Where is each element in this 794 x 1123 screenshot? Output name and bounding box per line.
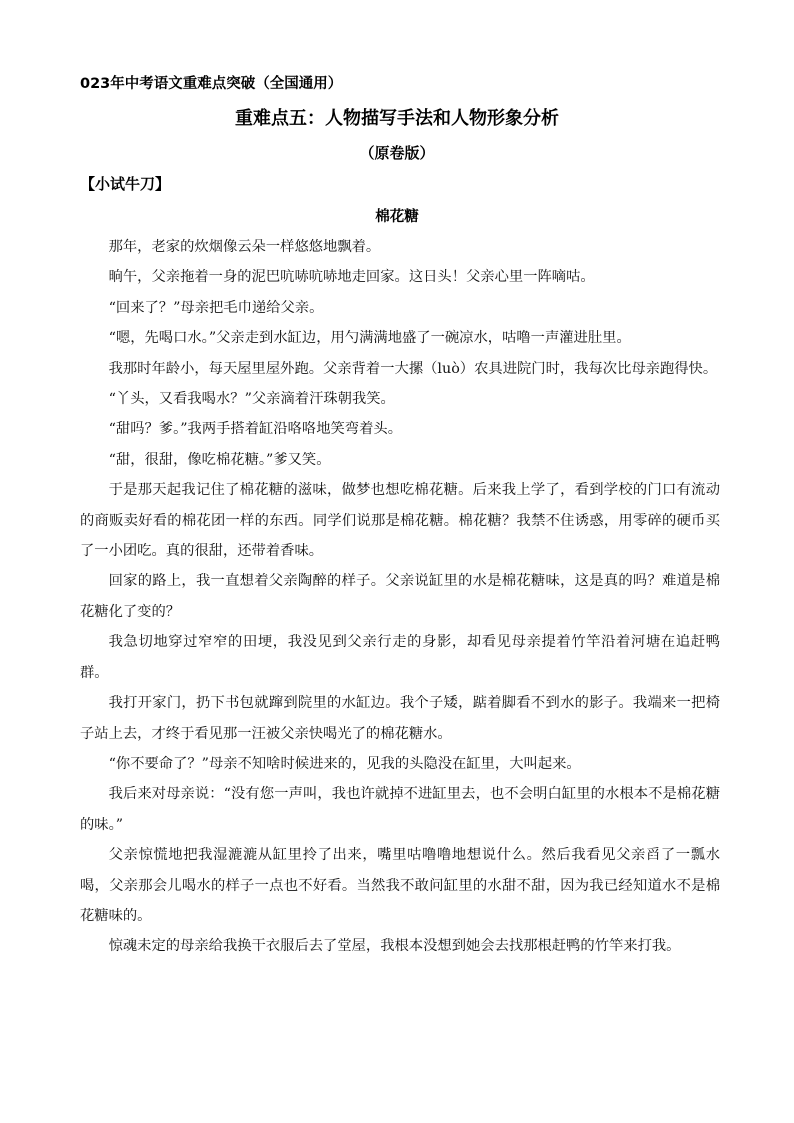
series-heading: 023年中考语文重难点突破（全国通用） — [80, 76, 343, 92]
paragraph: “甜，很甜，像吃棉花糖。”爹又笑。 — [108, 451, 331, 468]
story-body — [80, 232, 720, 962]
page-title: 重难点五：人物描写手法和人物形象分析 — [235, 108, 559, 129]
paragraph: “丫头，又看我喝水？”父亲滴着汗珠朝我笑。 — [108, 391, 395, 408]
paragraph: 于是那天起我记住了棉花糖的滋味，做梦也想吃棉花糖。后来我上学了，看到学校的门口有流动的商贩卖好看的棉花团一样的东西。同学们说那是棉花糖。棉花糖？我禁不住诱惑，用零碎的硬币买了一小团吃。真的很甜，还带着香味。 — [80, 482, 720, 560]
paragraph: “你不要命了？”母亲不知啥时候进来的，见我的头隐没在缸里，大叫起来。 — [108, 755, 581, 772]
paragraph: “嗯，先喝口水。”父亲走到水缸边，用勺满满地盛了一碗凉水，咕噜一声灌进肚里。 — [108, 330, 631, 347]
paragraph: 我那时年龄小，每天屋里屋外跑。父亲背着一大摞（luò）农具进院门时，我每次比母亲跑得快。 — [108, 360, 718, 377]
paragraph: 惊魂未定的母亲给我换干衣服后去了堂屋，我根本没想到她会去找那根赶鸭的竹竿来打我。 — [108, 938, 681, 955]
story-title: 棉花糖 — [375, 208, 419, 225]
section-heading: 【小试牛刀】 — [80, 175, 171, 193]
paragraph: 晌午，父亲拖着一身的泥巴吭哧吭哧地走回家。这日头！父亲心里一阵嘀咕。 — [108, 269, 595, 286]
paragraph: 父亲惊慌地把我湿漉漉从缸里拎了出来，嘴里咕噜噜地想说什么。然后我看见父亲舀了一瓢水喝，父亲那会儿喝水的样子一点也不好看。当然我不敢问缸里的水甜不甜，因为我已经知道水不是棉花糖味的。 — [80, 847, 720, 924]
paragraph: 我急切地穿过窄窄的田埂，我没见到父亲行走的身影，却看见母亲提着竹竿沿着河塘在追赶鸭群。 — [80, 634, 720, 681]
paragraph: “甜吗？爹。”我两手搭着缸沿咯咯地笑弯着头。 — [108, 421, 402, 438]
paragraph: 我打开家门，扔下书包就蹿到院里的水缸边。我个子矮，踮着脚看不到水的影子。我端来一把椅子站上去，才终于看见那一汪被父亲快喝光了的棉花糖水。 — [80, 695, 720, 742]
paragraph: 回家的路上，我一直想着父亲陶醉的样子。父亲说缸里的水是棉花糖味，这是真的吗？难道是棉花糖化了变的？ — [80, 573, 720, 620]
edition-label: （原卷版） — [359, 144, 435, 162]
paragraph: 我后来对母亲说：“没有您一声叫，我也许就掉不进缸里去，也不会明白缸里的水根本不是棉花糖的味。” — [80, 786, 720, 833]
paragraph: “回来了？”母亲把毛巾递给父亲。 — [108, 299, 324, 316]
paragraph: 那年，老家的炊烟像云朵一样悠悠地飘着。 — [108, 239, 381, 255]
